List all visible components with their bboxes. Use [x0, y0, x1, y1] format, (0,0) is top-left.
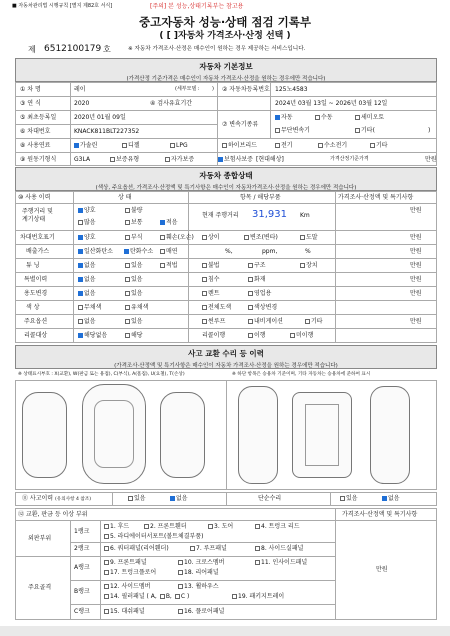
emission-opt[interactable]: 매연: [160, 249, 178, 255]
main-frame-label: 주요골격: [28, 584, 52, 591]
mileage-label: 주행거리 및 계기상태: [22, 208, 53, 224]
special-label: 특별이력: [24, 276, 48, 283]
usage-opt[interactable]: 영업용: [248, 291, 271, 297]
recall-opt[interactable]: 해당: [125, 333, 143, 339]
part-floor-panel[interactable]: 16. 플로어패널: [178, 609, 224, 615]
option-opt[interactable]: 썬루프: [202, 319, 225, 325]
special-price-unit: 만원: [410, 276, 422, 283]
vin-mark-opt[interactable]: 변조(변타): [244, 235, 278, 241]
part-front-fender[interactable]: 2. 프론트휀더: [144, 524, 187, 530]
car-frame-right: [370, 386, 410, 484]
price-notice: ※ 자동차 가격조사·산정은 매수인이 원하는 경우 제공하는 서비스입니다.: [128, 46, 306, 52]
page-bottom-bar: [0, 626, 450, 636]
part-rear-panel[interactable]: 18. 리어패널: [178, 570, 219, 576]
fuel-gasoline[interactable]: 가솔린: [74, 143, 97, 149]
first-reg-date: 2020년 01월 09일: [74, 114, 126, 121]
tuning-opt[interactable]: 불법: [202, 263, 220, 269]
model-label: (세부모델 :: [175, 86, 200, 92]
color-opt[interactable]: 유채색: [125, 305, 148, 311]
mileage-few[interactable]: 적음: [160, 220, 178, 226]
year-label: ③ 연 식: [20, 100, 41, 107]
model-year: 2020: [74, 100, 90, 107]
car-frame-left: [238, 386, 278, 484]
tuning-opt[interactable]: 구조: [248, 263, 266, 269]
color-opt[interactable]: 전체도색: [202, 305, 231, 311]
record-no-suffix: 호: [103, 45, 111, 54]
part-trunk-lid[interactable]: 4. 트렁크 리드: [255, 524, 300, 530]
basic-info-title: 자동차 기본정보: [199, 62, 253, 71]
col-item: ⑩ 사용 이력: [18, 194, 51, 201]
tuning-opt[interactable]: 있음: [125, 263, 143, 269]
part-inside-panel[interactable]: 11. 인사이드패널: [255, 560, 307, 566]
part-hood[interactable]: 1. 후드: [104, 524, 129, 530]
part-cross-member[interactable]: 10. 크로스멤버: [178, 560, 224, 566]
vin-label: ⑥ 차대번호: [20, 128, 51, 135]
recall-opt[interactable]: 리콜이행: [202, 332, 226, 339]
repair-yes[interactable]: 있음: [340, 496, 358, 502]
car-rear-view: [160, 392, 205, 478]
part-side-sill[interactable]: 8. 사이드실패널: [255, 546, 303, 552]
current-mileage-label: 현재 주행거리: [202, 212, 239, 219]
mileage-unit: Km: [300, 212, 310, 219]
car-frame-inner: [305, 404, 339, 466]
first-reg-label: ⑤ 최초등록일: [20, 114, 57, 121]
part-side-member[interactable]: 12. 사이드멤버: [104, 584, 150, 590]
fuel-electric[interactable]: 전기: [275, 143, 293, 149]
part-trunk-floor[interactable]: 17. 트렁크플로어: [104, 570, 156, 576]
recall-opt[interactable]: 미이행: [290, 333, 313, 339]
car-name-label: ① 차 명: [20, 86, 41, 93]
exchange-price-head: 가격조사·산정액 및 특기사항: [342, 511, 418, 518]
part-wheel-house[interactable]: 13. 휠하우스: [178, 584, 219, 590]
warning-text: [주의] 본 성능,상태기록부는 참고용: [150, 3, 244, 10]
car-name: 레이: [74, 86, 86, 93]
exchange-head: ⑫ 교환, 판금 등 이상 부위: [18, 511, 88, 518]
accident-no[interactable]: 없음: [170, 496, 188, 502]
standard-note: ※ 하단 항목은 승용차 기준이며, 기타 자동차는 승용차에 준하여 표시: [232, 372, 371, 377]
part-front-panel[interactable]: 9. 프론트패널: [104, 560, 147, 566]
vin: KNACK811BLT227352: [74, 128, 140, 135]
reg-number: 125노4583: [275, 86, 308, 93]
color-opt[interactable]: 무채색: [78, 305, 101, 311]
car-front-view: [22, 392, 67, 478]
car-cabin-outline: [94, 400, 134, 468]
trans-auto[interactable]: 자동: [275, 115, 293, 121]
usage-price-unit: 만원: [410, 290, 422, 297]
recall-label: 리콜대상: [24, 332, 48, 339]
fuel-lpg[interactable]: LPG: [170, 143, 188, 149]
recall-opt[interactable]: 이행: [248, 333, 266, 339]
tuning-label: 튜 닝: [26, 262, 40, 269]
trans-other[interactable]: 기타(: [355, 128, 375, 134]
vin-mark-price-unit: 만원: [410, 234, 422, 241]
tuning-opt[interactable]: 없음: [78, 263, 96, 269]
inspection-valid-label: ④ 검사유효기간: [150, 100, 193, 107]
fuel-diesel[interactable]: 디젤: [122, 143, 140, 149]
mileage-good[interactable]: 양호: [78, 208, 96, 214]
part-roof-panel[interactable]: 7. 루프패널: [190, 546, 227, 552]
emission-opt[interactable]: 일산화탄소: [78, 249, 113, 255]
emission-ppm: ppm,: [262, 248, 278, 255]
tuning-opt[interactable]: 장치: [300, 263, 318, 269]
part-quarter-panel[interactable]: 6. 쿼터패널(리어휀더): [104, 546, 169, 552]
check-icon: [275, 115, 280, 120]
repair-no[interactable]: 없음: [382, 496, 400, 502]
form-note: ■ 자동차관리법 시행규칙 [별지 제82호 서식]: [12, 3, 113, 9]
part-pillar-panel[interactable]: 14. 필러패널 ( A, B, C ): [104, 594, 189, 600]
special-opt[interactable]: 있음: [125, 277, 143, 283]
accident-title: 사고 교환 수리 등 이력: [188, 349, 264, 358]
emission-opt[interactable]: 탄화수소: [124, 249, 153, 255]
fuel-hybrid[interactable]: 하이브리드: [222, 143, 257, 149]
color-label: 색 상: [26, 304, 40, 311]
basic-info-subtitle: (가격산정 기준가격은 매수인이 자동차 가격조사·산정을 원하는 경우에만 적습니다): [126, 76, 326, 82]
special-opt[interactable]: 침수: [202, 277, 220, 283]
col-state: 상 태: [118, 194, 132, 201]
option-opt[interactable]: 있음: [125, 319, 143, 325]
engine-label: ⑨ 원동기형식: [20, 156, 57, 163]
part-door[interactable]: 3. 도어: [208, 524, 233, 530]
accident-yes[interactable]: 있음: [128, 496, 146, 502]
option-opt[interactable]: 없음: [78, 319, 96, 325]
rank-1-label: 1랭크: [74, 528, 90, 535]
basic-info-header: [15, 58, 437, 82]
accident-subtitle: (가격조사·산정액 및 특기사항은 매수인이 자동차 가격조사·산정을 원하는 경우에만 적습니다): [114, 363, 338, 369]
record-no-label: 제: [28, 45, 36, 54]
usage-opt[interactable]: 있음: [125, 291, 143, 297]
usage-label: 용도변경: [24, 290, 48, 297]
special-opt[interactable]: 없음: [78, 277, 96, 283]
rank-a-label: A랭크: [74, 564, 90, 571]
exchange-price-unit: 만원: [376, 566, 388, 573]
overall-header: [15, 167, 437, 191]
recall-opt[interactable]: 해당없음: [78, 333, 107, 339]
usage-opt[interactable]: 렌트: [202, 291, 220, 297]
fuel-hydrogen[interactable]: 수소전기: [318, 143, 347, 149]
transmission-label: ⑦ 변속기종류: [222, 121, 259, 128]
page-subtitle: ( [ ]자동차 가격조사·산정 선택 ): [159, 31, 291, 41]
option-opt[interactable]: 내비게이션: [248, 319, 283, 325]
mileage-price-unit: 만원: [410, 207, 422, 214]
vin-mark-opt[interactable]: 도말: [300, 235, 318, 241]
overall-title: 자동차 종합상태: [199, 171, 253, 180]
col-detail: 항목 / 해당부품: [240, 194, 281, 201]
inspection-valid-period: 2024년 03월 13일 ~ 2026년 03월 12일: [275, 100, 388, 107]
price-base-label: 가격산정기준가격: [330, 156, 369, 162]
engine-type: G3LA: [74, 156, 91, 163]
vin-mark-opt[interactable]: 훼손(오손): [160, 235, 194, 241]
accident-header: [15, 345, 437, 369]
vin-mark-opt[interactable]: 상이: [202, 235, 220, 241]
tuning-opt[interactable]: 적법: [160, 263, 178, 269]
trans-cvt[interactable]: 무단변속기: [275, 128, 310, 134]
page-title: 중고자동차 성능·상태 점검 기록부: [139, 15, 311, 29]
emission-pct2: %: [305, 248, 311, 255]
overall-subtitle: (색상, 주요옵션, 가격조사·산정액 및 특기사항은 매수인이 자동차가격조사·산정을 원하는 경우에만 적습니다): [95, 185, 357, 191]
rank-2-label: 2랭크: [74, 545, 90, 552]
part-radiator-support[interactable]: 5. 라디에이터서포트(볼트체결부품): [104, 534, 203, 540]
option-price-unit: 만원: [410, 318, 422, 325]
vin-mark-opt[interactable]: 양호: [78, 235, 96, 241]
part-package-tray[interactable]: 19. 패키지트레이: [232, 594, 284, 600]
simple-repair-label: 단순수리: [258, 495, 282, 502]
part-dash-panel[interactable]: 15. 대쉬패널: [104, 609, 145, 615]
rank-c-label: C랭크: [74, 608, 90, 615]
emission-pct: %,: [225, 248, 233, 255]
reg-label: ② 자동차등록번호: [222, 86, 270, 93]
rank-b-label: B랭크: [74, 588, 90, 595]
trans-semi[interactable]: 세미오토: [355, 115, 384, 121]
vin-mark-opt[interactable]: 부식: [125, 235, 143, 241]
warranty-type[interactable]: 보증유형: [110, 157, 139, 163]
vin-mark-label: 차대번호표기: [20, 234, 55, 241]
trans-other-close: ): [428, 127, 431, 134]
price-base-unit: 만원: [425, 156, 437, 163]
tuning-price-unit: 만원: [410, 262, 422, 269]
mileage-normal[interactable]: 보통: [125, 220, 143, 226]
fuel-label: ⑧ 사용연료: [20, 142, 51, 149]
symbol-legend: ※ 상태표시부호 : X(교환), W(판금 또는 용접), C(부식), A(흠집), U(요철), T(손상): [18, 372, 185, 377]
current-mileage: 31,931: [252, 209, 287, 220]
special-opt[interactable]: 화재: [248, 277, 266, 283]
warranty-insurer[interactable]: 보험사보증: [218, 157, 253, 163]
emission-price-unit: 만원: [410, 248, 422, 255]
insurer-name: [현대해상]: [256, 156, 284, 163]
outer-panel-label: 외판부위: [28, 535, 52, 542]
record-number: 6512100179: [44, 44, 102, 54]
emission-label: 배출가스: [26, 248, 50, 255]
model-close: ): [212, 86, 214, 92]
mileage-bad[interactable]: 불량: [125, 208, 143, 214]
warranty-self[interactable]: 자가보증: [165, 157, 194, 163]
option-label: 주요옵션: [24, 318, 48, 325]
col-price: 가격조사·산정액 및 특기사항: [338, 194, 414, 201]
trans-manual[interactable]: 수동: [315, 115, 333, 121]
usage-opt[interactable]: 없음: [78, 291, 96, 297]
fuel-other[interactable]: 기타: [370, 143, 388, 149]
color-opt[interactable]: 색상변경: [248, 305, 277, 311]
option-opt[interactable]: 기타: [305, 319, 323, 325]
accident-history-label: ⑪ 사고이력 (유의사항 4 참조): [22, 495, 92, 502]
mileage-many[interactable]: 많음: [78, 220, 96, 226]
